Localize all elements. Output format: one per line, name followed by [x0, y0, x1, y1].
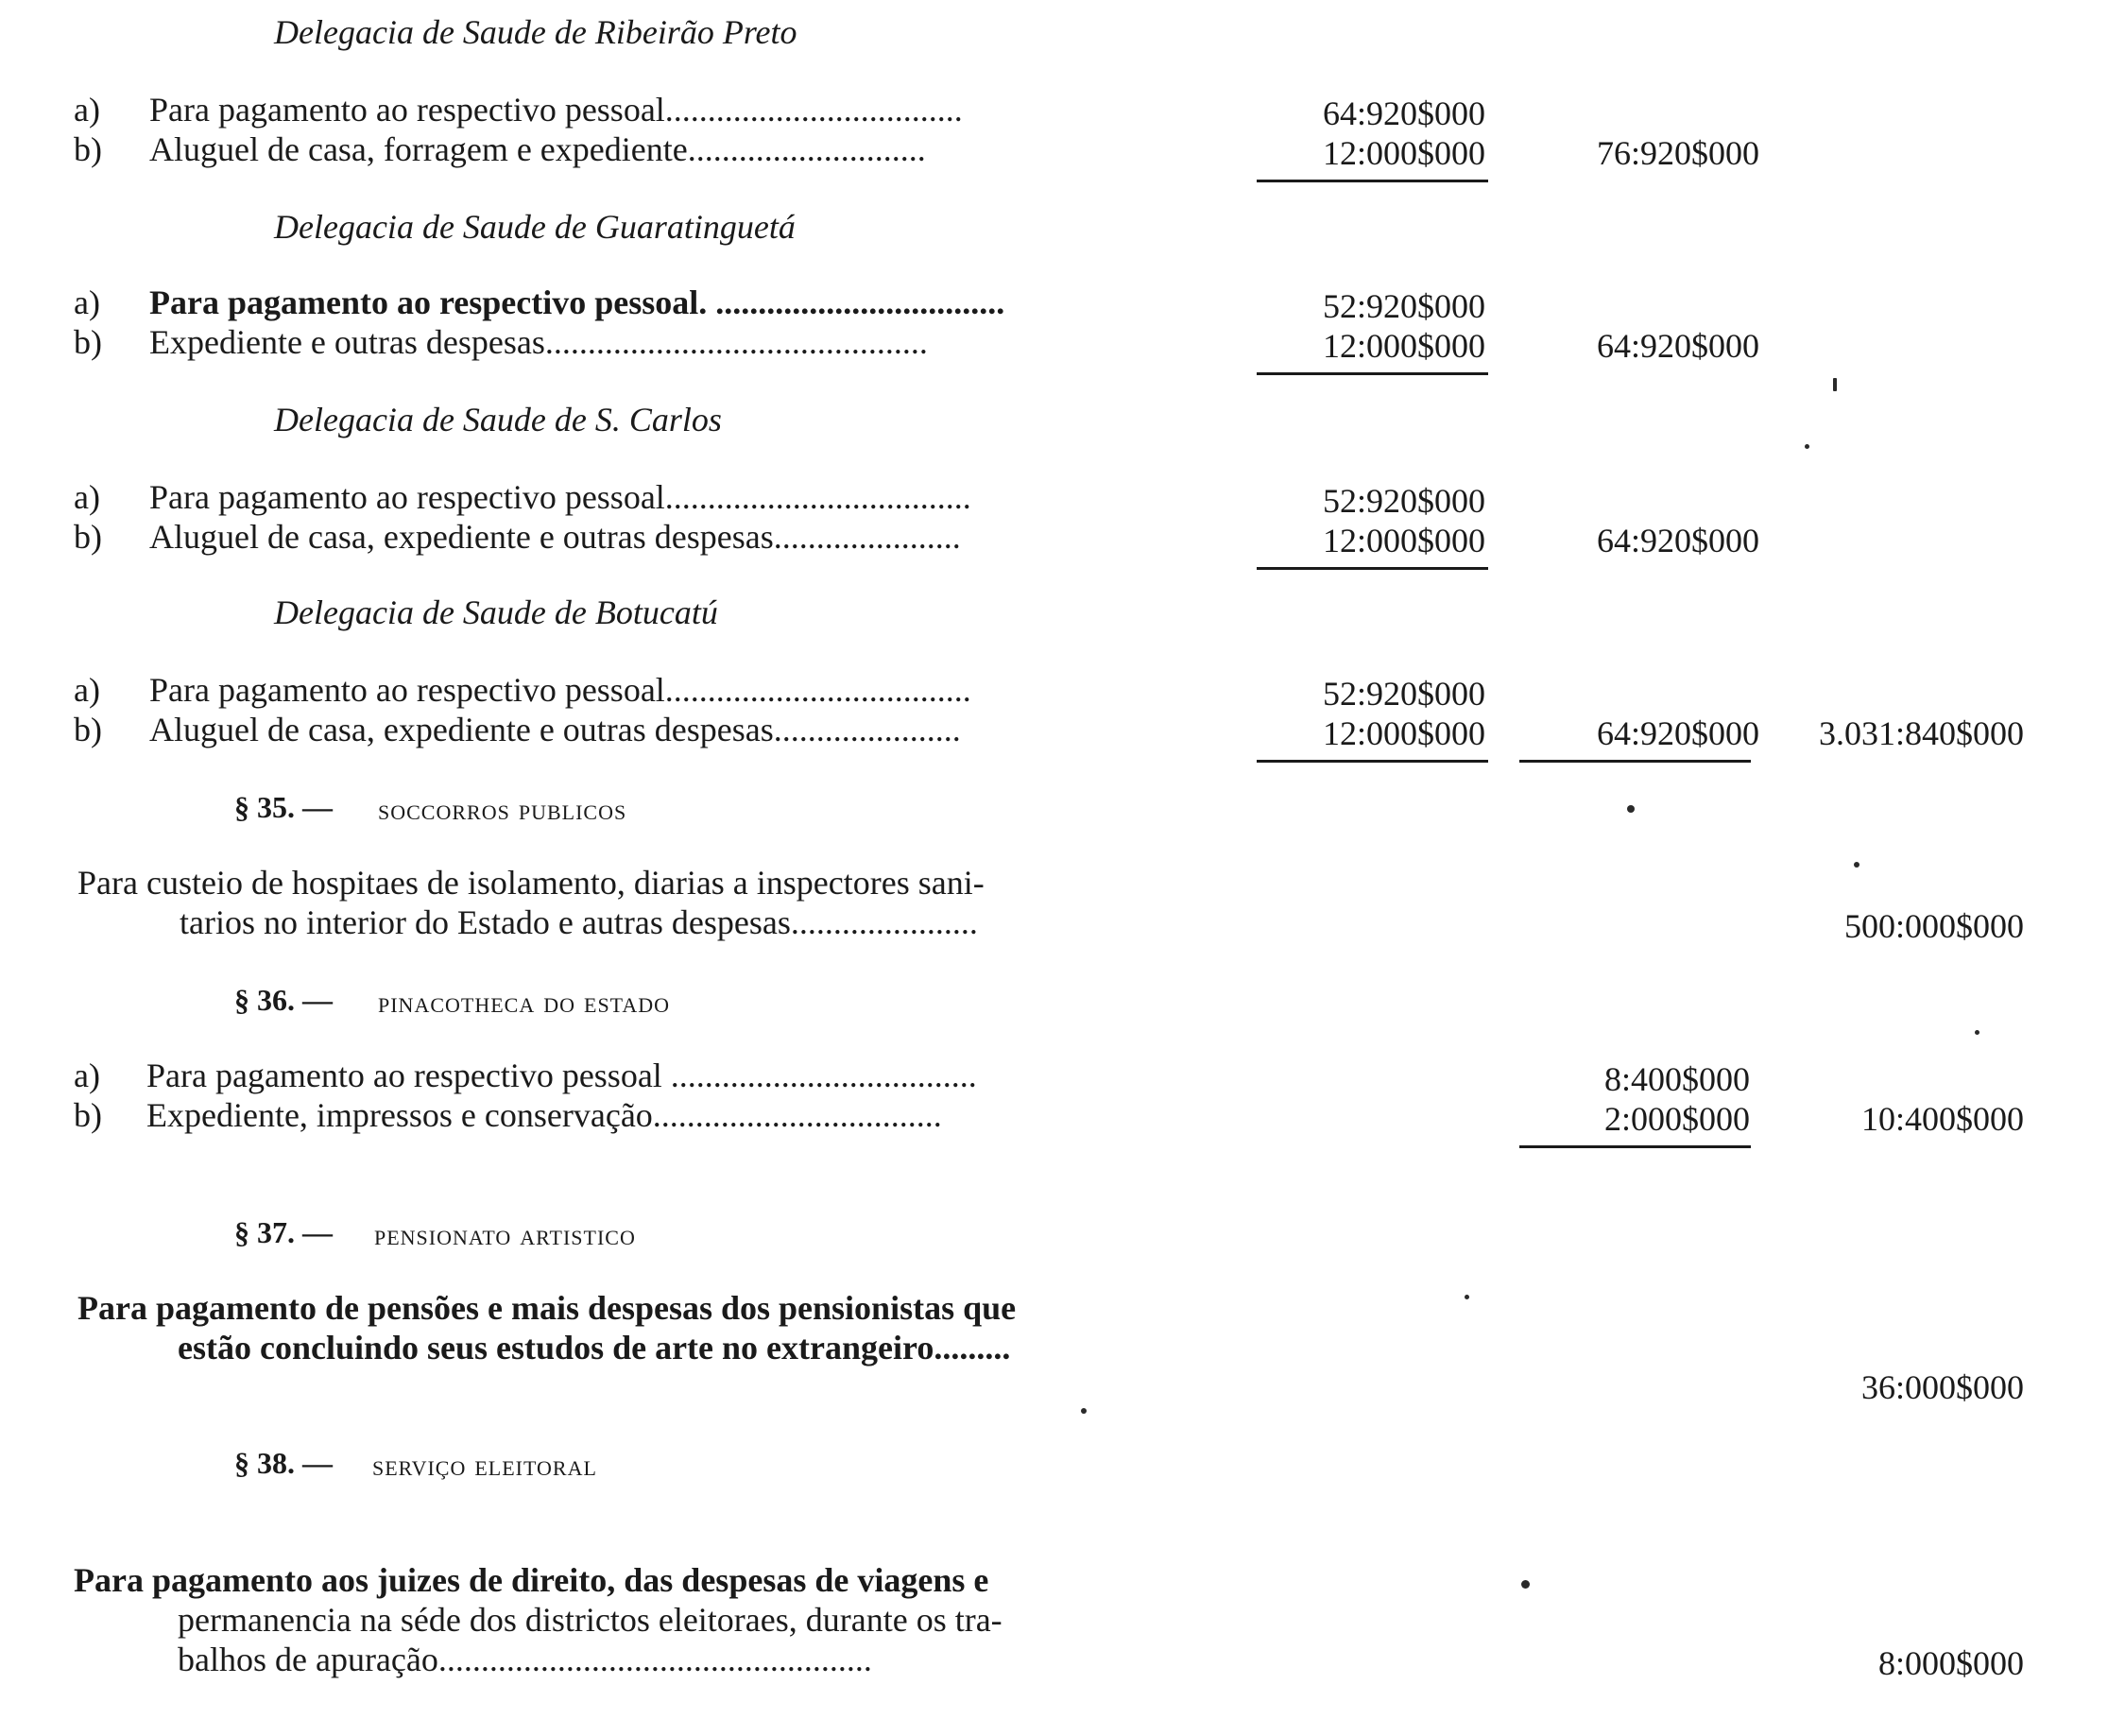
sum-rule: [1257, 180, 1488, 182]
item-letter: b): [74, 711, 102, 748]
item-letter: b): [74, 1096, 102, 1134]
subtotal-amount: 76:920$000: [1596, 134, 1759, 172]
sum-rule: [1519, 760, 1751, 763]
scan-speck: [1805, 444, 1809, 449]
scan-speck: [1833, 378, 1837, 391]
item-description: Para pagamento ao respectivo pessoal....................................: [149, 478, 971, 516]
delegacia-heading: Delegacia de Saude de Ribeirão Preto: [274, 13, 797, 51]
section-number: § 37. —: [234, 1215, 333, 1249]
scan-speck: [1854, 862, 1859, 868]
paragraph-line: tarios no interior do Estado e autras despesas......................: [180, 903, 978, 941]
item-description: Aluguel de casa, forragem e expediente............................: [149, 130, 926, 168]
section-number: § 36. —: [234, 983, 333, 1017]
section-number: § 38. —: [234, 1446, 333, 1480]
section-title: serviço eleitoral: [372, 1448, 597, 1482]
subtotal-amount: 64:920$000: [1596, 522, 1759, 559]
subtotal-amount: 64:920$000: [1596, 714, 1759, 752]
section-total: 8:000$000: [1877, 1644, 2024, 1682]
paragraph-line: Para custeio de hospitaes de isolamento, diarias a inspectores sani-: [77, 864, 985, 902]
item-letter: b): [74, 518, 102, 556]
item-amount: 64:920$000: [1322, 95, 1485, 132]
item-letter: a): [74, 91, 100, 129]
item-amount: 8:400$000: [1603, 1060, 1750, 1098]
paragraph-line: balhos de apuração...................................................: [178, 1641, 872, 1678]
delegacia-heading: Delegacia de Saude de Botucatú: [274, 593, 718, 631]
item-description: Para pagamento ao respectivo pessoal ....................................: [146, 1057, 977, 1094]
item-amount: 52:920$000: [1322, 287, 1485, 325]
sum-rule: [1257, 760, 1488, 763]
item-amount: 2:000$000: [1603, 1100, 1750, 1138]
section-number: § 35. —: [234, 790, 333, 824]
item-description: Para pagamento ao respectivo pessoal...................................: [149, 91, 963, 129]
subtotal-amount: 64:920$000: [1596, 327, 1759, 365]
item-amount: 52:920$000: [1322, 482, 1485, 520]
item-amount: 12:000$000: [1322, 134, 1485, 172]
delegacia-heading: Delegacia de Saude de S. Carlos: [274, 401, 722, 438]
sum-rule: [1257, 567, 1488, 570]
section-total: 36:000$000: [1860, 1368, 2024, 1406]
delegacia-heading: Delegacia de Saude de Guaratinguetá: [274, 208, 796, 246]
paragraph-line: Para pagamento aos juizes de direito, das despesas de viagens e: [74, 1561, 989, 1599]
item-description: Para pagamento ao respectivo pessoal. ..................................: [149, 284, 1005, 321]
item-letter: a): [74, 284, 100, 321]
item-description: Para pagamento ao respectivo pessoal....................................: [149, 671, 971, 709]
item-description: Expediente, impressos e conservação..................................: [146, 1096, 942, 1134]
section-title: soccorros publicos: [378, 792, 627, 826]
paragraph-line: permanencia na séde dos districtos eleitoraes, durante os tra-: [178, 1601, 1003, 1639]
item-amount: 12:000$000: [1322, 714, 1485, 752]
section-title: pensionato artistico: [374, 1217, 636, 1251]
paragraph-line: Para pagamento de pensões e mais despesas dos pensionistas que: [77, 1289, 1017, 1327]
section-total: 10:400$000: [1860, 1100, 2024, 1138]
section-total: 500:000$000: [1843, 907, 2024, 945]
item-letter: a): [74, 478, 100, 516]
section-title: pinacotheca do estado: [378, 985, 671, 1019]
item-amount: 12:000$000: [1322, 327, 1485, 365]
sum-rule: [1257, 372, 1488, 375]
scan-speck: [1975, 1030, 1979, 1035]
item-letter: b): [74, 130, 102, 168]
scan-speck: [1521, 1580, 1530, 1589]
item-amount: 12:000$000: [1322, 522, 1485, 559]
paragraph-line: estão concluindo seus estudos de arte no extrangeiro.........: [178, 1329, 1011, 1366]
scan-speck: [1081, 1408, 1087, 1414]
item-description: Expediente e outras despesas.............................................: [149, 323, 928, 361]
scan-speck: [1465, 1295, 1469, 1299]
item-letter: a): [74, 671, 100, 709]
item-letter: b): [74, 323, 102, 361]
item-description: Aluguel de casa, expediente e outras despesas......................: [149, 711, 961, 748]
sum-rule: [1519, 1145, 1751, 1148]
item-amount: 52:920$000: [1322, 675, 1485, 713]
grand-total-amount: 3.031:840$000: [1818, 714, 2024, 752]
item-description: Aluguel de casa, expediente e outras despesas......................: [149, 518, 961, 556]
scan-speck: [1627, 805, 1635, 813]
item-letter: a): [74, 1057, 100, 1094]
